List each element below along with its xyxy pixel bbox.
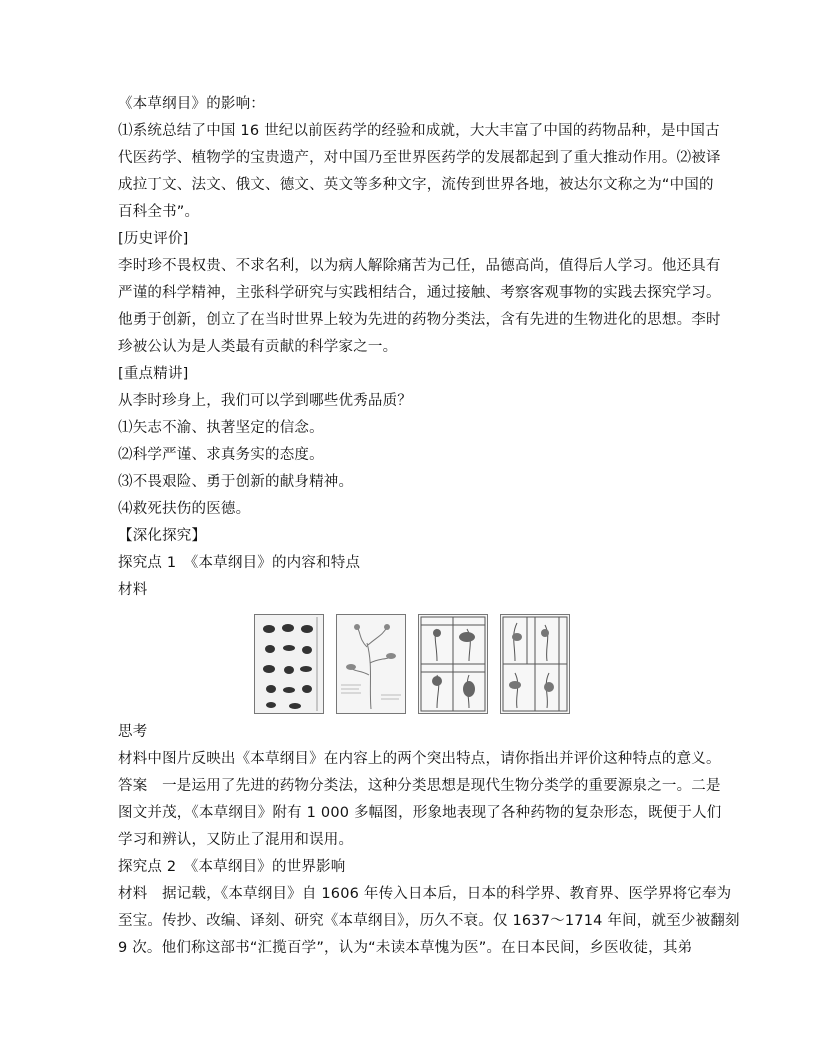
list-item: ⑶不畏艰险、勇于创新的献身精神。 [118,474,354,490]
section-heading-influence: 《本草纲目》的影响： [118,96,265,112]
paragraph-line: 成拉丁文、法文、俄文、德文、英文等多种文字，流传到世界各地，被达尔文称之为“中国的 [118,177,714,193]
herb-plates-image-2 [500,614,570,714]
material-line: 材料 据记载，《本草纲目》自 1606 年传入日本后，日本的科学界、教育界、医学界将它奉为 [118,886,732,902]
section-label-historical-evaluation: [历史评价] [118,231,189,247]
inquiry-point-2-title: 探究点 2 《本草纲目》的世界影响 [118,859,346,875]
question-line: 从李时珍身上，我们可以学到哪些优秀品质？ [118,393,412,409]
inquiry-point-1-title: 探究点 1 《本草纲目》的内容和特点 [118,555,361,571]
paragraph-line: ⑴系统总结了中国 16 世纪以前医药学的经验和成就，大大丰富了中国的药物品种，是中国古 [118,123,720,139]
material-line: 9 次。他们称这部书“汇揽百学”，认为“未读本草愧为医”。在日本民间，乡医收徒，其弟 [118,940,693,956]
herb-plates-image-1 [418,614,488,714]
list-item: ⑵科学严谨、求真务实的态度。 [118,447,324,463]
section-label-deep-inquiry: 【深化探究】 [118,528,207,544]
paragraph-line: 他勇于创新，创立了在当时世界上较为先进的药物分类法，含有先进的生物进化的思想。李时 [118,312,721,328]
material-line: 至宝。传抄、改编、译刻、研究《本草纲目》，历久不衰。仅 1637～1714 年间，就至少被翻刻 [118,913,740,929]
list-item: ⑴矢志不渝、执著坚定的信念。 [118,420,324,436]
plant-sketch-image [336,614,406,714]
answer-line: 答案 一是运用了先进的药物分类法，这种分类思想是现代生物分类学的重要源泉之一。二是 [118,778,721,794]
paragraph-line: 百科全书”。 [118,204,200,220]
answer-line: 学习和辨认，又防止了混用和误用。 [118,832,354,848]
list-item: ⑷救死扶伤的医德。 [118,501,251,517]
section-label-key-points: [重点精讲] [118,366,189,382]
thinking-label: 思考 [118,724,148,740]
material-label: 材料 [118,582,148,598]
bencao-illustrations-figure [254,612,568,714]
bird-illustrations-image [254,614,324,714]
question-line: 材料中图片反映出《本草纲目》在内容上的两个突出特点，请你指出并评价这种特点的意义。 [118,751,721,767]
paragraph-line: 代医药学、植物学的宝贵遗产，对中国乃至世界医药学的发展都起到了重大推动作用。⑵被译 [118,150,721,166]
paragraph-line: 李时珍不畏权贵、不求名利，以为病人解除痛苦为己任，品德高尚，值得后人学习。他还具有 [118,258,721,274]
paragraph-line: 严谨的科学精神，主张科学研究与实践相结合，通过接触、考察客观事物的实践去探究学习。 [118,285,721,301]
answer-line: 图文并茂，《本草纲目》附有 1 000 多幅图，形象地表现了各种药物的复杂形态，既便于人们 [118,805,722,821]
paragraph-line: 珍被公认为是人类最有贡献的科学家之一。 [118,339,398,355]
